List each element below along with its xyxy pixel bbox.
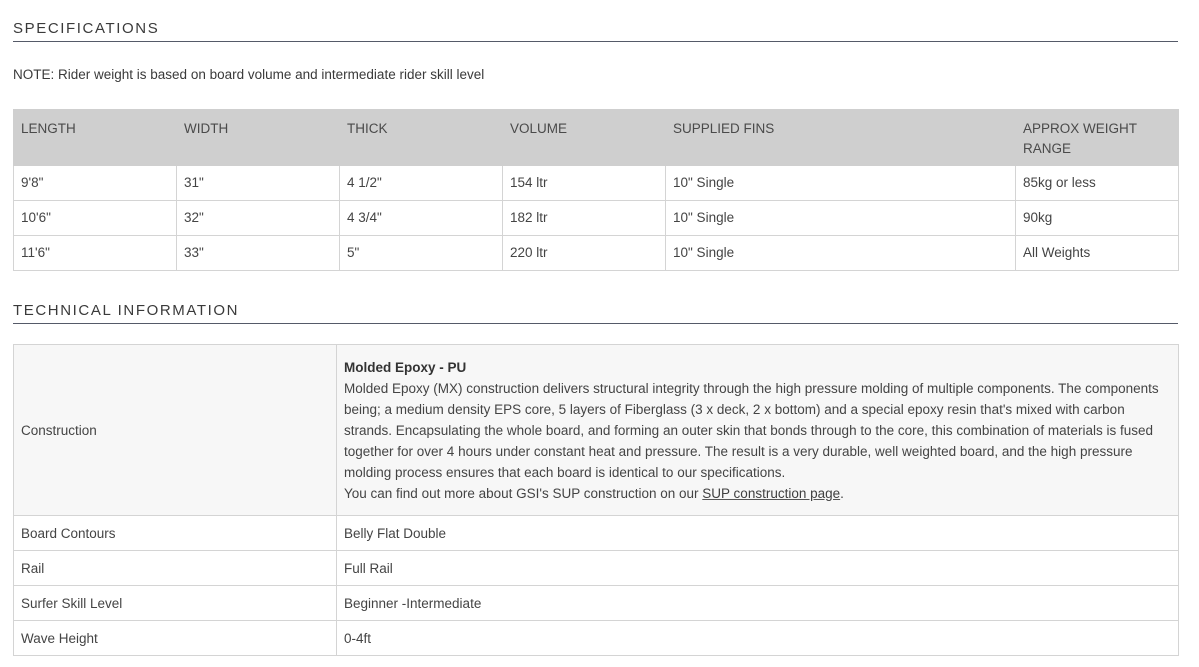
construction-more-info [344,483,1171,504]
table-row [14,621,1179,656]
cell-thick: 5" [340,236,503,271]
cell-width: 31" [177,166,340,201]
rail-value: Full Rail [337,551,1179,586]
rider-weight-note: NOTE: Rider weight is based on board volume and intermediate rider skill level [13,67,485,82]
technical-information-table [13,344,1179,656]
table-row [14,166,1179,201]
cell-thick: 4 1/2" [340,166,503,201]
table-row [14,236,1179,271]
wave-height-label: Wave Height [14,621,337,656]
table-row [14,551,1179,586]
specifications-header-row [14,110,1179,166]
cell-length: 10'6" [14,201,177,236]
sup-construction-page-link[interactable]: SUP construction page [702,485,841,501]
cell-thick: 4 3/4" [340,201,503,236]
table-row [14,201,1179,236]
header-volume: VOLUME [503,110,666,166]
cell-supplied-fins: 10" Single [666,166,1016,201]
construction-label: Construction [14,345,337,516]
construction-value [337,345,1179,516]
surfer-skill-level-value: Beginner -Intermediate [337,586,1179,621]
construction-more-prefix: You can find out more about GSI's SUP construction on our [344,485,703,501]
header-width: WIDTH [177,110,340,166]
header-supplied-fins: SUPPLIED FINS [666,110,1016,166]
wave-height-value: 0-4ft [337,621,1179,656]
cell-length: 9'8" [14,166,177,201]
specifications-heading: SPECIFICATIONS [13,20,1178,42]
cell-volume: 220 ltr [503,236,666,271]
cell-weight-range: 90kg [1016,201,1179,236]
table-row [14,516,1179,551]
specifications-table [13,109,1179,271]
surfer-skill-level-label: Surfer Skill Level [14,586,337,621]
cell-width: 33" [177,236,340,271]
technical-information-heading: TECHNICAL INFORMATION [13,302,1178,324]
cell-supplied-fins: 10" Single [666,236,1016,271]
cell-supplied-fins: 10" Single [666,201,1016,236]
board-contours-label: Board Contours [14,516,337,551]
header-thick: THICK [340,110,503,166]
board-contours-value: Belly Flat Double [337,516,1179,551]
cell-weight-range: 85kg or less [1016,166,1179,201]
construction-description: Molded Epoxy (MX) construction delivers structural integrity through the high pressure molding of multiple components. The components being; a medium density EPS core, 5 layers of Fiberglass (3 x deck, 2 x bottom) and a special epoxy resin that's mixed with carbon strands. Encapsulating the whole board, and forming an outer skin that bonds through to the core, this combination of materials is fused together for over 4 hours under constant heat and pressure. The result is a very durable, well weighted board, and the high pressure molding process ensures that each board is identical to our specifications. [344,380,1159,480]
rail-label: Rail [14,551,337,586]
cell-volume: 182 ltr [503,201,666,236]
construction-row [14,345,1179,516]
cell-length: 11'6" [14,236,177,271]
cell-volume: 154 ltr [503,166,666,201]
construction-more-suffix: . [840,485,844,501]
cell-width: 32" [177,201,340,236]
header-approx-weight-range: APPROX WEIGHT RANGE [1016,110,1179,166]
construction-heading: Molded Epoxy - PU [344,359,467,375]
table-row [14,586,1179,621]
cell-weight-range: All Weights [1016,236,1179,271]
header-length: LENGTH [14,110,177,166]
